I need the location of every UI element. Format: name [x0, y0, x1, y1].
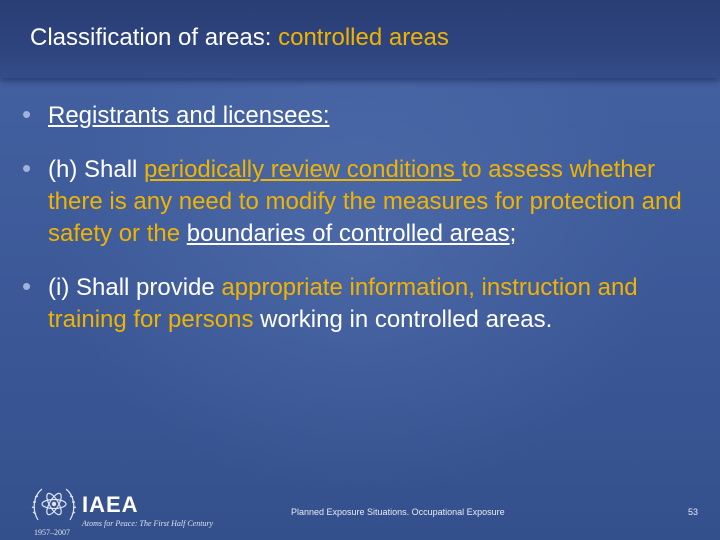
bullet-item-h — [22, 154, 712, 250]
iaea-emblem-icon — [30, 484, 78, 528]
bullet-highlight: appropriate information, instruction and training for persons — [48, 274, 638, 333]
bullet-dot: • — [22, 153, 32, 183]
bullet-list — [22, 100, 712, 336]
bullet-item-i — [22, 272, 712, 336]
bullet-text-part: (h) Shall — [48, 156, 145, 183]
bullet-highlight: periodically review conditions — [144, 156, 462, 183]
footer-caption: Planned Exposure Situations. Occupational Exposure — [291, 507, 505, 517]
bullet-underline: boundaries of controlled areas — [186, 220, 510, 247]
bullet-text-part: ; — [509, 220, 517, 247]
bullet-text-part: (i) Shall provide — [48, 274, 222, 301]
bullet-item-registrants — [22, 100, 712, 132]
bullet-text: Registrants and licensees: — [48, 102, 330, 129]
title-bar — [0, 0, 720, 78]
slide-title — [30, 24, 449, 52]
iaea-logo — [30, 484, 220, 538]
logo-years: 1957–2007 — [34, 528, 70, 537]
bullet-text-part: working in controlled areas. — [253, 306, 553, 333]
title-highlight: controlled areas — [278, 24, 449, 51]
title-plain: Classification of areas: — [30, 24, 279, 51]
bullet-dot: • — [22, 99, 32, 129]
page-number: 53 — [688, 507, 699, 517]
bullet-highlight: to assess whether there is any need to modify the measures for protection and safety or the — [48, 156, 682, 247]
logo-text: IAEA — [82, 492, 139, 517]
logo-tagline: Atoms for Peace: The First Half Century — [82, 519, 214, 528]
bullet-dot: • — [22, 271, 32, 301]
